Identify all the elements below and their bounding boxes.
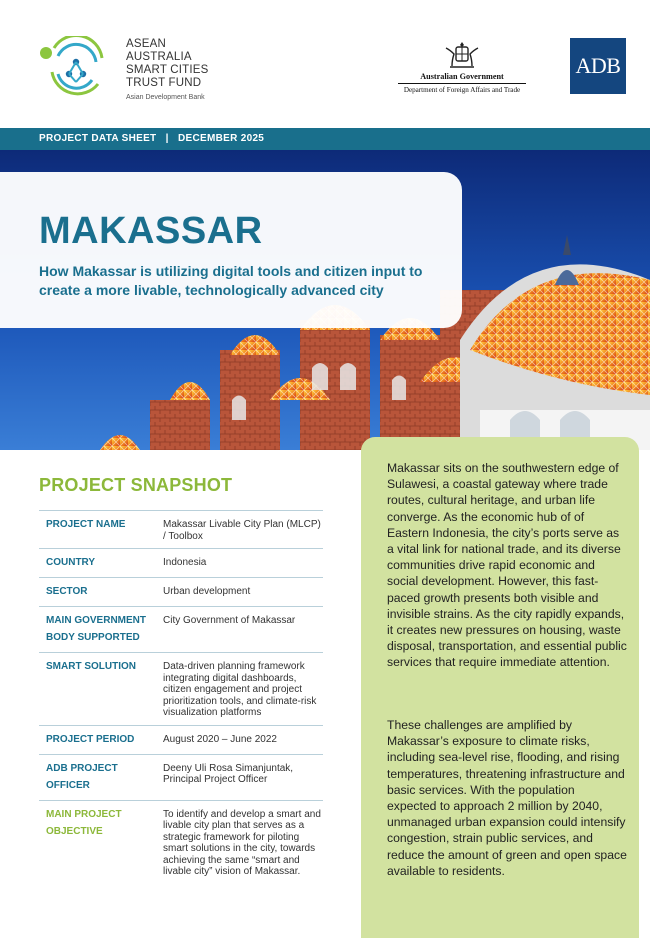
snapshot-key: ADB PROJECT OFFICER [46, 762, 118, 791]
page-header [0, 0, 650, 128]
snapshot-heading: PROJECT SNAPSHOT [39, 475, 233, 495]
table-row [39, 800, 323, 884]
fund-logo-icon [38, 36, 118, 102]
hero-banner [0, 150, 650, 450]
government-department: Department of Foreign Affairs and Trade [403, 86, 521, 94]
table-row [39, 725, 323, 754]
fund-name-line: TRUST FUND [126, 77, 202, 89]
table-row [39, 606, 323, 652]
snapshot-key: COUNTRY [46, 557, 96, 568]
coat-of-arms-icon [442, 40, 482, 70]
snapshot-value: Makassar Livable City Plan (MLCP) / Toolbox [163, 519, 321, 542]
snapshot-value: Urban development [163, 586, 251, 597]
page-subtitle: How Makassar is utilizing digital tools and citizen input to create a more livable, technologically advanced city [39, 263, 423, 298]
datasheet-band-label: PROJECT DATA SHEET | DECEMBER 2025 [39, 133, 265, 144]
fund-name [126, 38, 209, 90]
snapshot-table [39, 510, 323, 884]
snapshot-value: Data-driven planning framework integrating digital dashboards, citizen engagement and project prioritization tools, and climate-risk visualization platforms [163, 661, 317, 718]
table-row [39, 754, 323, 800]
snapshot-value: City Government of Makassar [163, 615, 296, 626]
fund-name-line: AUSTRALIA [126, 51, 192, 63]
table-row [39, 510, 323, 548]
snapshot-key: PROJECT NAME [46, 519, 126, 530]
title-card [0, 172, 462, 328]
snapshot-value: August 2020 – June 2022 [163, 733, 277, 745]
government-title: Australian Government [420, 72, 504, 81]
adb-logo: ADB [570, 38, 626, 94]
snapshot-value: To identify and develop a smart and livable city plan that serves as a strategic framework for piloting smart solutions in the city, towards achieving the same “smart and livable city” vision of Makassar. [163, 808, 321, 877]
fund-name-line: ASEAN [126, 38, 166, 50]
fund-sub: Asian Development Bank [126, 94, 205, 101]
intro-panel [361, 437, 639, 938]
snapshot-key: MAIN PROJECT OBJECTIVE [46, 808, 122, 837]
snapshot-key: SECTOR [46, 586, 88, 597]
page-title: MAKASSAR [39, 210, 263, 252]
australian-government-logo [392, 40, 532, 96]
snapshot-key: PROJECT PERIOD [46, 733, 135, 745]
snapshot-key: MAIN GOVERNMENT BODY SUPPORTED [46, 615, 146, 643]
snapshot-value: Indonesia [163, 557, 207, 568]
table-row [39, 577, 323, 606]
snapshot-key: SMART SOLUTION [46, 661, 136, 672]
fund-name-line: SMART CITIES [126, 64, 209, 76]
intro-paragraph-1: Makassar sits on the southwestern edge of Sulawesi, a coastal gateway where trade routes, cultural heritage, and urban life converge. As the economic hub of of Eastern Indonesia, the city’s ports serve as a vital link for national trade, and its diverse communities drive rapid economic and social development. However, this fast-paced growth presents both visible and invisible strains. As the city rapidly expands, it creates new pressures on housing, waste disposal, transportation, and essential public services that require immediate attention. [387, 461, 627, 670]
intro-paragraph-2: These challenges are amplified by Makassar’s exposure to climate risks, including sea-level rise, flooding, and rising temperatures, threatening infrastructure and basic services. With the population expected to approach 2 million by 2040, unmanaged urban expansion could intensify congestion, strain public services, and reduce the amount of green and open space available to residents. [387, 718, 627, 878]
government-divider [398, 83, 526, 84]
snapshot-value: Deeny Uli Rosa Simanjuntak, Principal Project Officer [163, 762, 294, 785]
table-row [39, 652, 323, 725]
datasheet-band [0, 128, 650, 150]
fund-logo [38, 36, 258, 106]
table-row [39, 548, 323, 577]
